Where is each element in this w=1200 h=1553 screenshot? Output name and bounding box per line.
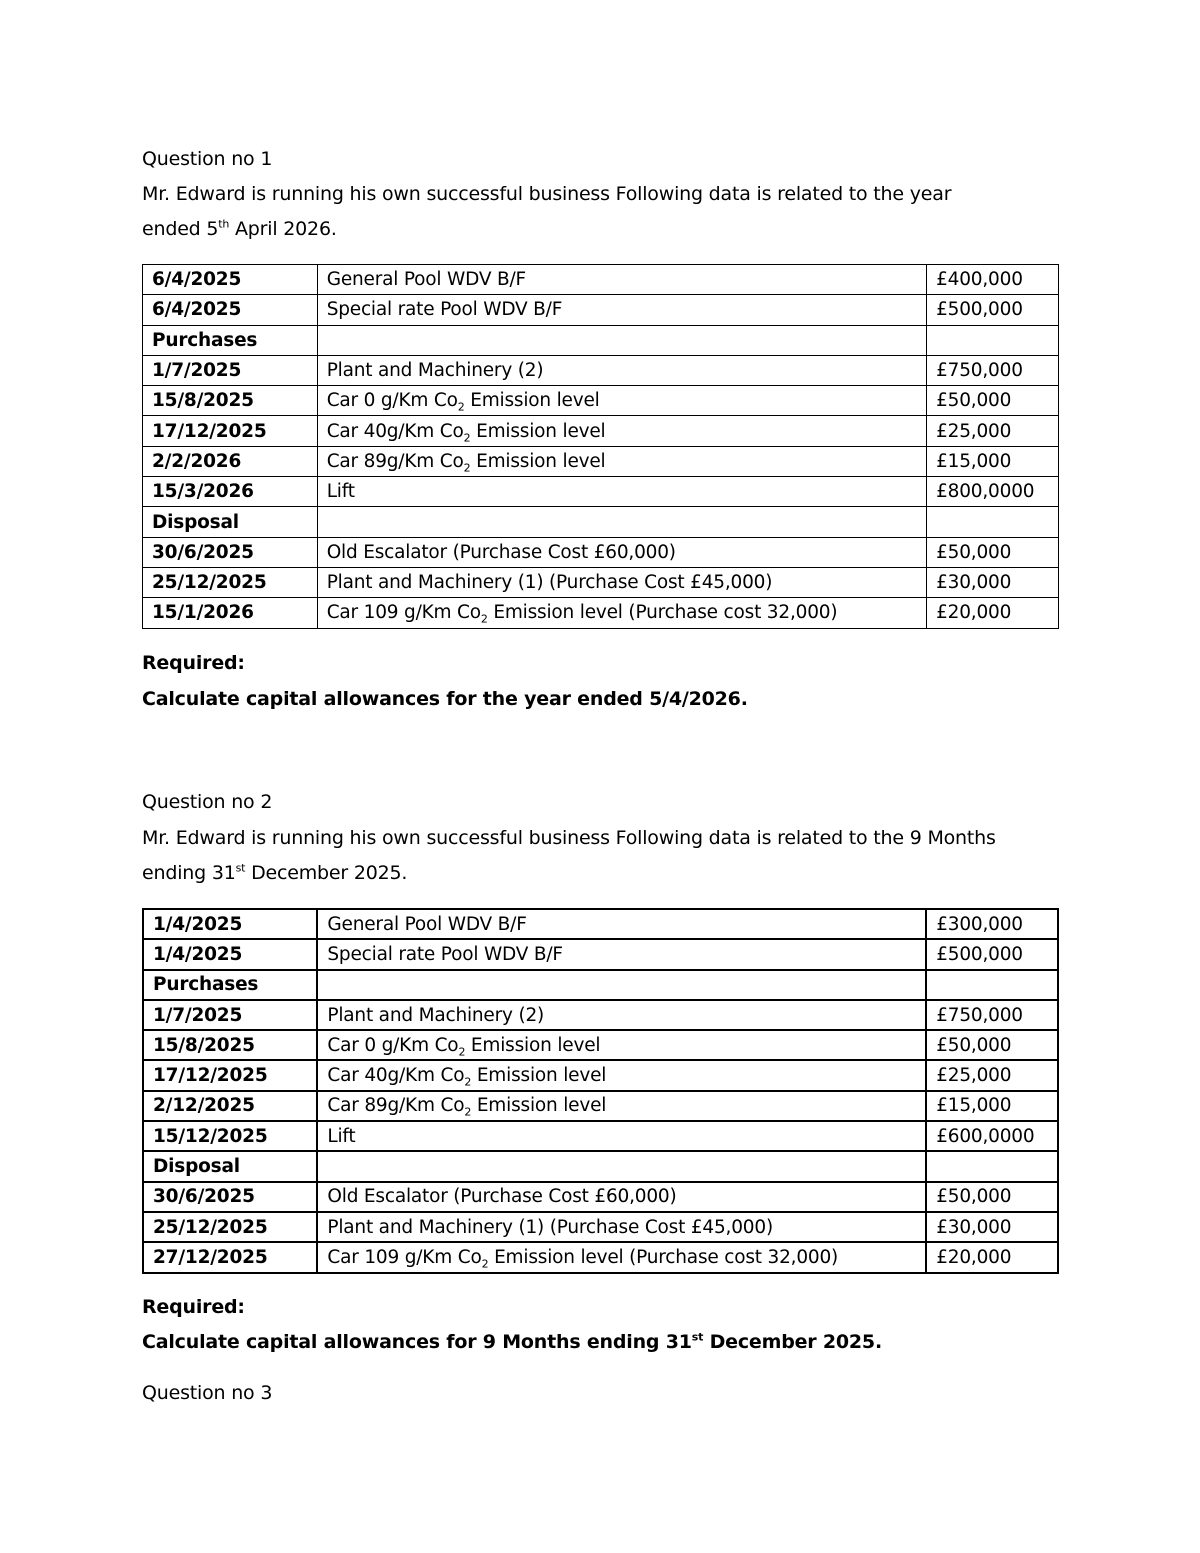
date-cell: 15/8/2025 xyxy=(143,386,318,416)
amount-cell: £30,000 xyxy=(926,1212,1058,1242)
q1-intro-line2: ended 5th April 2026. xyxy=(142,217,337,240)
amount-cell: £300,000 xyxy=(926,909,1058,939)
amount-cell: £15,000 xyxy=(927,446,1059,476)
amount-cell: £50,000 xyxy=(927,537,1059,567)
date-cell: 2/12/2025 xyxy=(143,1091,317,1121)
amount-cell: £15,000 xyxy=(926,1091,1058,1121)
amount-cell: £750,000 xyxy=(926,1000,1058,1030)
date-cell: 15/8/2025 xyxy=(143,1030,317,1060)
q1-required-label: Required: xyxy=(142,652,245,674)
q1-data-table xyxy=(142,264,1059,629)
description-cell: Old Escalator (Purchase Cost £60,000) xyxy=(317,1182,926,1212)
amount-cell xyxy=(926,1151,1058,1181)
table-row xyxy=(143,416,1059,446)
q2-required-label: Required: xyxy=(142,1296,245,1318)
description-cell: Car 89g/Km $Co_2$ Emission level xyxy=(317,1091,926,1121)
description-cell xyxy=(317,507,926,537)
table-row xyxy=(143,507,1059,537)
description-cell: Special rate Pool WDV B/F xyxy=(317,939,926,969)
description-cell xyxy=(317,970,926,1000)
q3-heading: Question no 3 xyxy=(142,1382,273,1404)
amount-cell xyxy=(927,507,1059,537)
description-cell: Car 109 g/Km $Co_2$ Emission level (Purchase cost 32,000) xyxy=(317,598,926,628)
description-cell: Plant and Machinery (1) (Purchase Cost £45,000) xyxy=(317,567,926,597)
table-row xyxy=(143,355,1059,385)
table-row xyxy=(143,1060,1058,1090)
date-cell: 17/12/2025 xyxy=(143,416,318,446)
table-row xyxy=(143,446,1059,476)
date-cell: Purchases xyxy=(143,325,318,355)
table-row xyxy=(143,265,1059,295)
table-row xyxy=(143,537,1059,567)
amount-cell: £30,000 xyxy=(927,567,1059,597)
q1-heading: Question no 1 xyxy=(142,148,273,170)
description-cell: Car 109 g/Km $Co_2$ Emission level (Purchase cost 32,000) xyxy=(317,1242,926,1272)
table-row xyxy=(143,325,1059,355)
amount-cell: £50,000 xyxy=(926,1182,1058,1212)
date-cell: 27/12/2025 xyxy=(143,1242,317,1272)
date-cell: 1/4/2025 xyxy=(143,909,317,939)
table-row xyxy=(143,1121,1058,1151)
amount-cell: £750,000 xyxy=(927,355,1059,385)
date-cell: 30/6/2025 xyxy=(143,537,318,567)
amount-cell: £50,000 xyxy=(927,386,1059,416)
amount-cell: £500,000 xyxy=(926,939,1058,969)
description-cell: Plant and Machinery (1) (Purchase Cost £45,000) xyxy=(317,1212,926,1242)
date-cell: 1/4/2025 xyxy=(143,939,317,969)
date-cell: 1/7/2025 xyxy=(143,355,318,385)
amount-cell xyxy=(926,970,1058,1000)
q2-data-table xyxy=(142,908,1059,1274)
amount-cell: £50,000 xyxy=(926,1030,1058,1060)
table-row xyxy=(143,477,1059,507)
date-cell: 30/6/2025 xyxy=(143,1182,317,1212)
q2-heading: Question no 2 xyxy=(142,791,273,813)
amount-cell: £500,000 xyxy=(927,295,1059,325)
date-cell: Disposal xyxy=(143,507,318,537)
date-cell: Disposal xyxy=(143,1151,317,1181)
table-row xyxy=(143,970,1058,1000)
date-cell: 17/12/2025 xyxy=(143,1060,317,1090)
date-cell: 1/7/2025 xyxy=(143,1000,317,1030)
table-row xyxy=(143,939,1058,969)
table-row xyxy=(143,1242,1058,1272)
amount-cell: £25,000 xyxy=(926,1060,1058,1090)
amount-cell xyxy=(927,325,1059,355)
date-cell: 25/12/2025 xyxy=(143,1212,317,1242)
q2-intro-line1: Mr. Edward is running his own successful business Following data is related to the 9 Months xyxy=(142,827,996,849)
table-row xyxy=(143,295,1059,325)
description-cell: General Pool WDV B/F xyxy=(317,909,926,939)
date-cell: Purchases xyxy=(143,970,317,1000)
table-row xyxy=(143,1091,1058,1121)
table-row xyxy=(143,567,1059,597)
date-cell: 15/12/2025 xyxy=(143,1121,317,1151)
table-row xyxy=(143,386,1059,416)
amount-cell: £800,0000 xyxy=(927,477,1059,507)
description-cell: Plant and Machinery (2) xyxy=(317,355,926,385)
table-row xyxy=(143,1000,1058,1030)
description-cell: Car 40g/Km $Co_2$ Emission level xyxy=(317,1060,926,1090)
description-cell: Special rate Pool WDV B/F xyxy=(317,295,926,325)
description-cell xyxy=(317,1151,926,1181)
q2-required-text: Calculate capital allowances for 9 Months ending 31st December 2025. xyxy=(142,1330,882,1353)
amount-cell: £600,0000 xyxy=(926,1121,1058,1151)
description-cell: Plant and Machinery (2) xyxy=(317,1000,926,1030)
date-cell: 25/12/2025 xyxy=(143,567,318,597)
description-cell: General Pool WDV B/F xyxy=(317,265,926,295)
table-row xyxy=(143,1212,1058,1242)
amount-cell: £20,000 xyxy=(926,1242,1058,1272)
table-row xyxy=(143,598,1059,628)
date-cell: 15/1/2026 xyxy=(143,598,318,628)
description-cell: Lift xyxy=(317,1121,926,1151)
date-cell: 6/4/2025 xyxy=(143,265,318,295)
description-cell: Lift xyxy=(317,477,926,507)
table-row xyxy=(143,1182,1058,1212)
table-row xyxy=(143,909,1058,939)
description-cell: Car 0 g/Km $Co_2$ Emission level xyxy=(317,1030,926,1060)
amount-cell: £20,000 xyxy=(927,598,1059,628)
q1-required-text: Calculate capital allowances for the year ended 5/4/2026. xyxy=(142,688,748,710)
description-cell: Car 40g/Km $Co_2$ Emission level xyxy=(317,416,926,446)
amount-cell: £25,000 xyxy=(927,416,1059,446)
date-cell: 2/2/2026 xyxy=(143,446,318,476)
description-cell: Car 0 g/Km $Co_2$ Emission level xyxy=(317,386,926,416)
description-cell: Car 89g/Km $Co_2$ Emission level xyxy=(317,446,926,476)
date-cell: 15/3/2026 xyxy=(143,477,318,507)
amount-cell: £400,000 xyxy=(927,265,1059,295)
table-row xyxy=(143,1151,1058,1181)
description-cell xyxy=(317,325,926,355)
q2-intro-line2: ending 31st December 2025. xyxy=(142,861,408,884)
description-cell: Old Escalator (Purchase Cost £60,000) xyxy=(317,537,926,567)
q1-intro-line1: Mr. Edward is running his own successful business Following data is related to the year xyxy=(142,183,952,205)
table-row xyxy=(143,1030,1058,1060)
date-cell: 6/4/2025 xyxy=(143,295,318,325)
